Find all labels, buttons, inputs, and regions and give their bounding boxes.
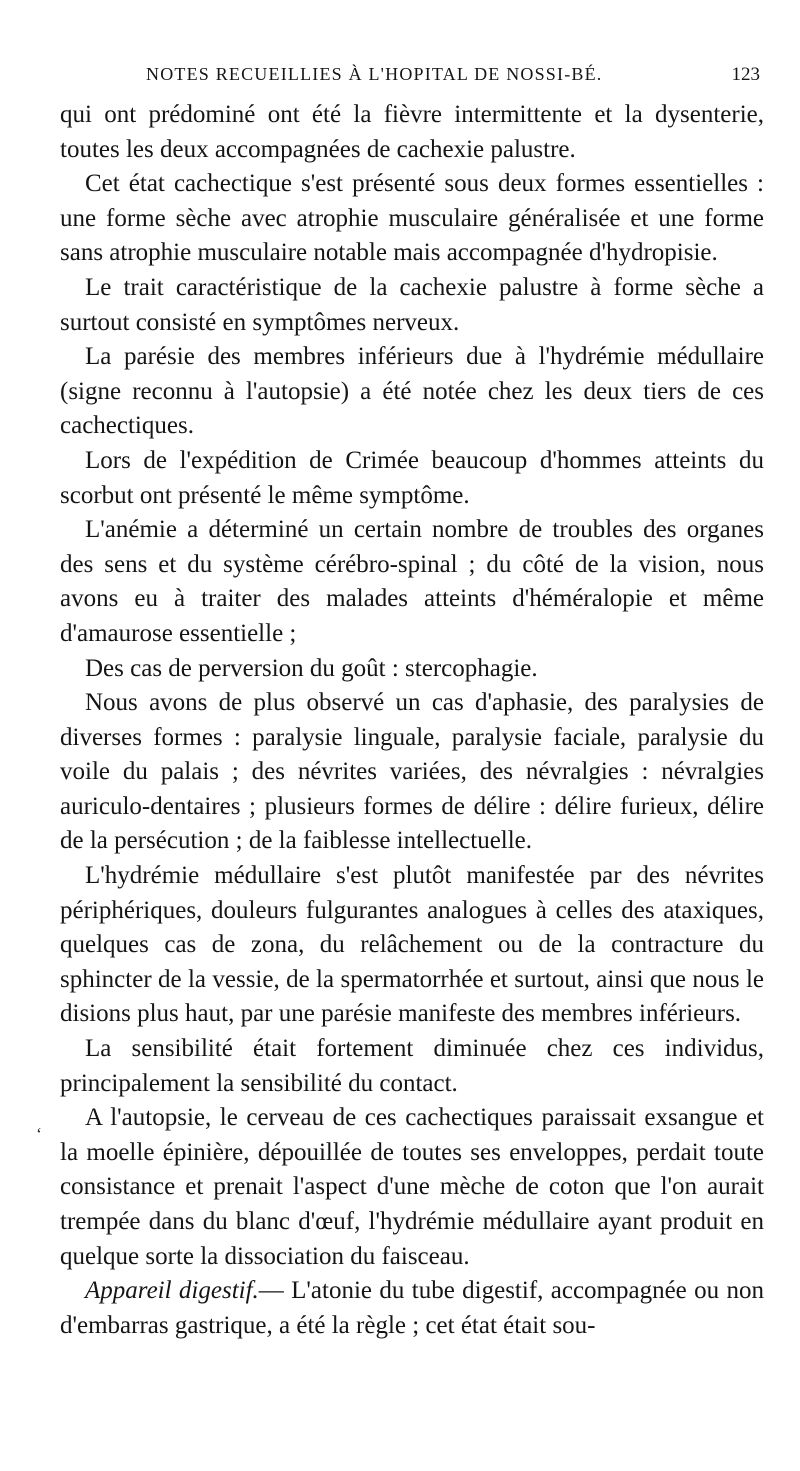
paragraph: Nous avons de plus observé un cas d'aphasie, des paralysies de diverses formes : paralysie linguale, paralysie faciale, paralysie du voile du palais ; des névrites variées, des névralgies : névralgies auriculo-dentaires ; plusieurs formes de délire : délire furieux, délire de la persécution ; de la faiblesse intellectuelle. <box>60 689 764 855</box>
paragraph: A l'autopsie, le cerveau de ces cachectiques paraissait exsangue et la moelle épinière, dépouillée de toutes ses enveloppes, perdait toute consistance et prenait l'aspect d'une mèche de coton que l'on aurait trempée dans du blanc d'œuf, l'hydrémie médullaire ayant produit en quelque sorte la dissociation du faisceau. <box>60 1104 764 1270</box>
running-title: NOTES RECUEILLIES À L'HOPITAL DE NOSSI-BÉ. <box>146 64 603 84</box>
section-title: Appareil digestif. <box>85 1277 259 1305</box>
body-text <box>60 98 764 1343</box>
running-head <box>60 64 760 92</box>
paragraph: La sensibilité était fortement diminuée chez ces individus, principalement la sensibilité du contact. <box>60 1035 764 1097</box>
paragraph: Lors de l'expédition de Crimée beaucoup d'hommes atteints du scorbut ont présenté le même symptôme. <box>60 446 764 509</box>
page-number: 123 <box>731 64 760 85</box>
paragraph: Le trait caractéristique de la cachexie palustre à forme sèche a surtout consisté en symptômes nerveux. <box>60 273 764 336</box>
paragraph: Cet état cachectique s'est présenté sous deux formes essentielles : une forme sèche avec atrophie musculaire généralisée et une forme sans atrophie musculaire notable mais accompagnée d'hydropisie. <box>60 170 764 267</box>
paragraph-digestive <box>60 1274 764 1343</box>
paragraph: L'hydrémie médullaire s'est plutôt manifestée par des névrites périphériques, douleurs fulgurantes analogues à celles des ataxiques, quelques cas de zona, du relâchement ou de la contracture du sphincter de la vessie, de la spermatorrhée et surtout, ainsi que nous le disions plus haut, par une parésie manifeste des membres inférieurs. <box>60 862 764 1028</box>
paragraph: Des cas de perversion du goût : stercophagie. <box>85 654 538 682</box>
paragraph-text: — L'atonie du tube digestif, accompagnée ou non d'embarras gastrique, a été la règle ; cet état était sou- <box>60 1277 765 1339</box>
margin-mark: ʻ <box>36 1124 42 1144</box>
paragraph: L'anémie a déterminé un certain nombre de troubles des organes des sens et du système cérébro-spinal ; du côté de la vision, nous avons eu à traiter des malades atteints d'héméralopie et même d'amaurose essentielle ; <box>60 516 764 647</box>
paragraph: La parésie des membres inférieurs due à l'hydrémie médullaire (signe reconnu à l'autopsie) a été notée chez les deux tiers de ces cachectiques. <box>60 343 764 440</box>
paragraph: qui ont prédominé ont été la fièvre intermittente et la dysenterie, toutes les deux accompagnées de cachexie palustre. <box>60 101 764 163</box>
